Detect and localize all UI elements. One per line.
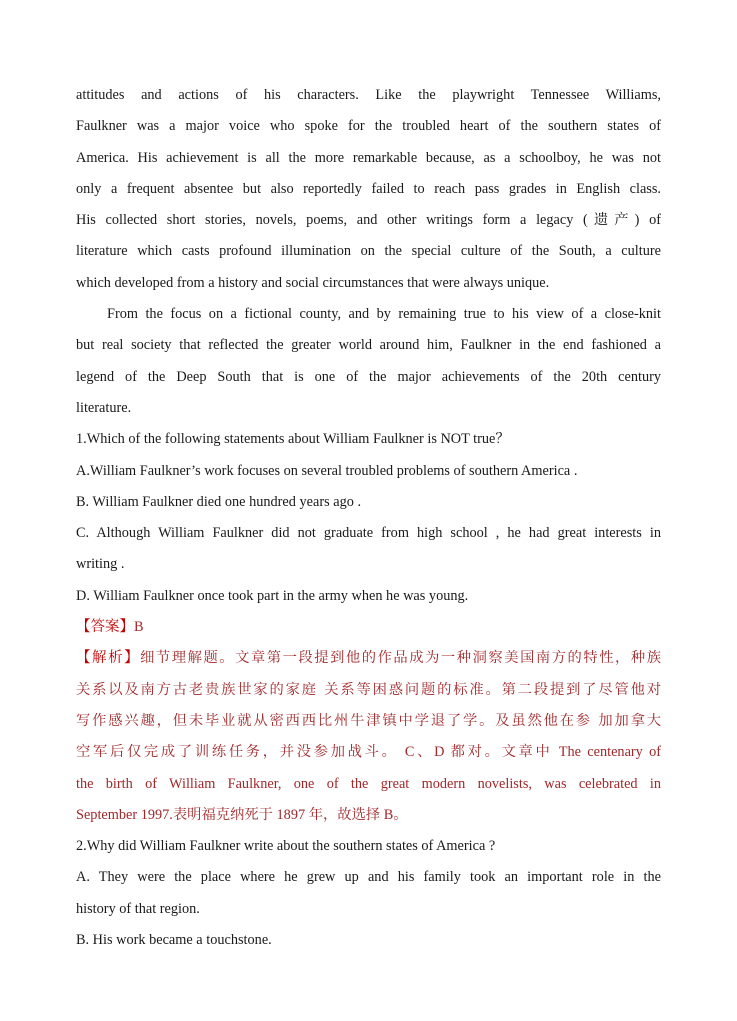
analysis-line: 空军后仅完成了训练任务，并没参加战斗。 C、D 都对。文章中 The centenary of bbox=[76, 744, 661, 761]
question-2 bbox=[76, 831, 661, 956]
analysis-tag: 【解析】 bbox=[76, 650, 141, 667]
document-content bbox=[76, 80, 661, 956]
option-a: A.William Faulkner’s work focuses on several troubled problems of southern America . bbox=[76, 462, 578, 479]
option-a: A. They were the place where he grew up and his family took an important role in the bbox=[76, 869, 661, 886]
question-1 bbox=[76, 424, 661, 831]
text-line: but real society that reflected the greater world around him, Faulkner in the end fashioned a bbox=[76, 337, 661, 354]
answer-value: B bbox=[134, 619, 144, 636]
text-line: legend of the Deep South that is one of the major achievements of the 20th century bbox=[76, 368, 661, 385]
analysis-line bbox=[76, 643, 661, 674]
analysis-line: the birth of William Faulkner, one of the great modern novelists, was celebrated in bbox=[76, 775, 661, 792]
text-line: only a frequent absentee but also reportedly failed to reach pass grades in English class. bbox=[76, 180, 661, 197]
analysis-line: 关系以及南方古老贵族世家的家庭 关系等困惑问题的标准。第二段提到了尽管他对 bbox=[76, 681, 661, 698]
analysis-text: 细节理解题。文章第一段提到他的作品成为一种洞察美国南方的特性，种族 bbox=[140, 650, 662, 667]
passage-paragraph-1 bbox=[76, 80, 661, 299]
passage-paragraph-2 bbox=[76, 299, 661, 424]
analysis-line: September 1997.表明福克纳死于 1897 年，故选择 B。 bbox=[76, 806, 408, 823]
text-line: which developed from a history and social circumstances that were always unique. bbox=[76, 274, 550, 291]
analysis-line: 写作感兴趣，但未毕业就从密西西比州牛津镇中学退了学。及虽然他在参 加加拿大 bbox=[76, 712, 661, 729]
answer-line bbox=[76, 612, 661, 643]
text-line: literature which casts profound illumination on the special culture of the South, a culture bbox=[76, 243, 661, 260]
option-c: C. Although William Faulkner did not graduate from high school , he had great interests in bbox=[76, 525, 661, 542]
text-line: America. His achievement is all the more remarkable because, as a schoolboy, he was not bbox=[76, 149, 661, 166]
question-stem: 2.Why did William Faulkner write about the southern states of America ? bbox=[76, 838, 496, 855]
option-a-continued: history of that region. bbox=[76, 900, 200, 917]
text-line: literature. bbox=[76, 399, 132, 416]
option-b: B. His work became a touchstone. bbox=[76, 932, 272, 949]
text-line: attitudes and actions of his characters. Like the playwright Tennessee Williams, bbox=[76, 87, 661, 103]
question-stem: 1.Which of the following statements about William Faulkner is NOT true？ bbox=[76, 431, 510, 448]
analysis-block bbox=[76, 643, 661, 831]
text-line: Faulkner was a major voice who spoke for the troubled heart of the southern states of bbox=[76, 118, 661, 135]
option-d: D. William Faulkner once took part in the army when he was young. bbox=[76, 587, 469, 604]
text-line: From the focus on a fictional county, and by remaining true to his view of a close-knit bbox=[107, 306, 661, 323]
answer-tag: 【答案】 bbox=[76, 619, 134, 636]
option-b: B. William Faulkner died one hundred years ago . bbox=[76, 493, 362, 510]
text-line: His collected short stories, novels, poems, and other writings form a legacy (遗产) of bbox=[76, 212, 661, 229]
option-c-continued: writing . bbox=[76, 556, 125, 573]
